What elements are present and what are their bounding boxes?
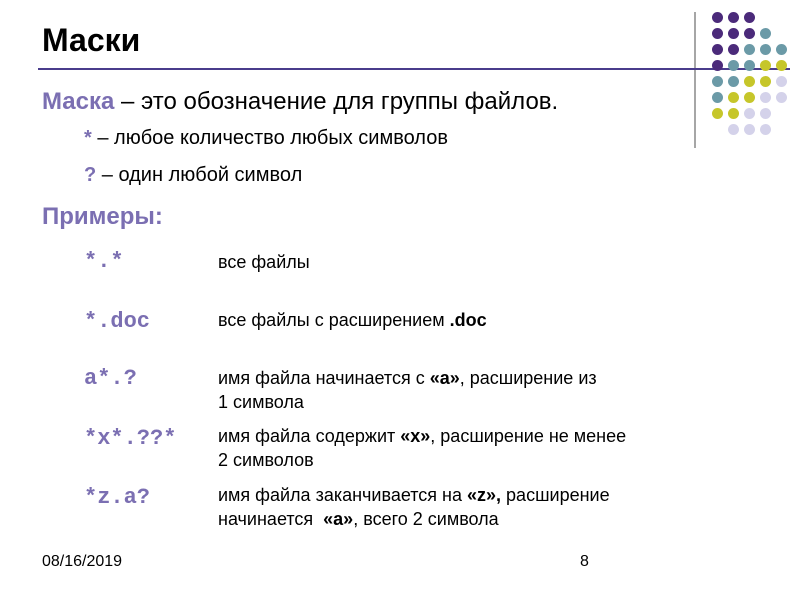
desc-text: 1 символа — [218, 392, 304, 412]
decor-dot — [744, 108, 755, 119]
desc-bold-text: .doc — [449, 310, 487, 330]
decor-dot — [760, 108, 771, 119]
desc-text: , всего 2 символа — [353, 509, 499, 529]
example-description — [218, 483, 738, 531]
example-mask: a*.? — [84, 366, 137, 391]
desc-bold-text: «x» — [400, 426, 431, 446]
wildcard-question-line — [84, 164, 302, 187]
decor-dot — [744, 60, 755, 71]
decor-dot — [744, 28, 755, 39]
example-description — [218, 366, 738, 414]
decor-dot — [728, 76, 739, 87]
decor-dot — [712, 44, 723, 55]
definition-term: Маска — [42, 88, 115, 115]
decor-dot — [712, 28, 723, 39]
decor-dot — [776, 76, 787, 87]
decor-dot — [744, 92, 755, 103]
desc-text: имя файла содержит — [218, 426, 401, 446]
desc-text: имя файла начинается с — [218, 368, 430, 388]
example-mask: *x*.??* — [84, 426, 177, 451]
definition-text: – это обозначение для группы файлов. — [114, 88, 559, 115]
decor-dot — [776, 92, 787, 103]
decor-dot — [760, 28, 771, 39]
page-number: 8 — [580, 553, 589, 570]
example-description — [218, 250, 738, 274]
decor-dot — [728, 92, 739, 103]
desc-text: все файлы с расширением — [218, 310, 450, 330]
wildcard-text: – один любой символ — [96, 164, 303, 186]
decor-dot — [712, 108, 723, 119]
desc-text: , расширение не менее — [430, 426, 627, 446]
example-description — [218, 308, 738, 332]
decor-dot — [744, 76, 755, 87]
decor-dot — [744, 44, 755, 55]
decor-dot — [728, 108, 739, 119]
decor-dot — [760, 124, 771, 135]
slide-title: Маски — [42, 22, 141, 58]
decor-dot — [728, 60, 739, 71]
decor-dot — [728, 124, 739, 135]
footer-date: 08/16/2019 — [42, 553, 123, 570]
decor-dot — [712, 60, 723, 71]
wildcard-star-line — [84, 127, 448, 150]
example-mask: *z.a? — [84, 485, 151, 510]
decor-dot — [776, 44, 787, 55]
decor-dot — [776, 60, 787, 71]
decor-dot — [712, 76, 723, 87]
desc-text: все файлы — [218, 252, 310, 272]
decor-dot — [744, 124, 755, 135]
desc-text: , расширение из — [459, 368, 597, 388]
examples-heading: Примеры: — [42, 203, 163, 230]
desc-bold-text: «a» — [323, 509, 354, 529]
decor-dot — [728, 12, 739, 23]
desc-text: имя файла заканчивается на — [218, 485, 468, 505]
wildcard-symbol: * — [84, 127, 92, 149]
decor-dot — [728, 44, 739, 55]
definition-line — [42, 88, 558, 116]
desc-text: расширение — [501, 485, 610, 505]
decor-dot — [728, 28, 739, 39]
desc-text: 2 символов — [218, 450, 314, 470]
title-underline — [38, 68, 790, 70]
decor-dot — [760, 92, 771, 103]
decor-dot — [712, 12, 723, 23]
decor-dot — [744, 12, 755, 23]
wildcard-symbol: ? — [84, 164, 97, 186]
wildcard-text: – любое количество любых символов — [91, 127, 448, 149]
decorative-vertical-rule — [694, 12, 696, 148]
example-mask: *.* — [84, 249, 124, 274]
desc-bold-text: «a» — [429, 368, 460, 388]
desc-text: начинается — [218, 509, 324, 529]
decor-dot — [760, 76, 771, 87]
desc-bold-text: «z», — [467, 485, 502, 505]
example-mask: *.doc — [84, 309, 151, 334]
example-description — [218, 424, 738, 472]
decor-dot — [712, 92, 723, 103]
decor-dot — [760, 44, 771, 55]
decor-dot — [760, 60, 771, 71]
decorative-dot-grid — [700, 8, 800, 138]
